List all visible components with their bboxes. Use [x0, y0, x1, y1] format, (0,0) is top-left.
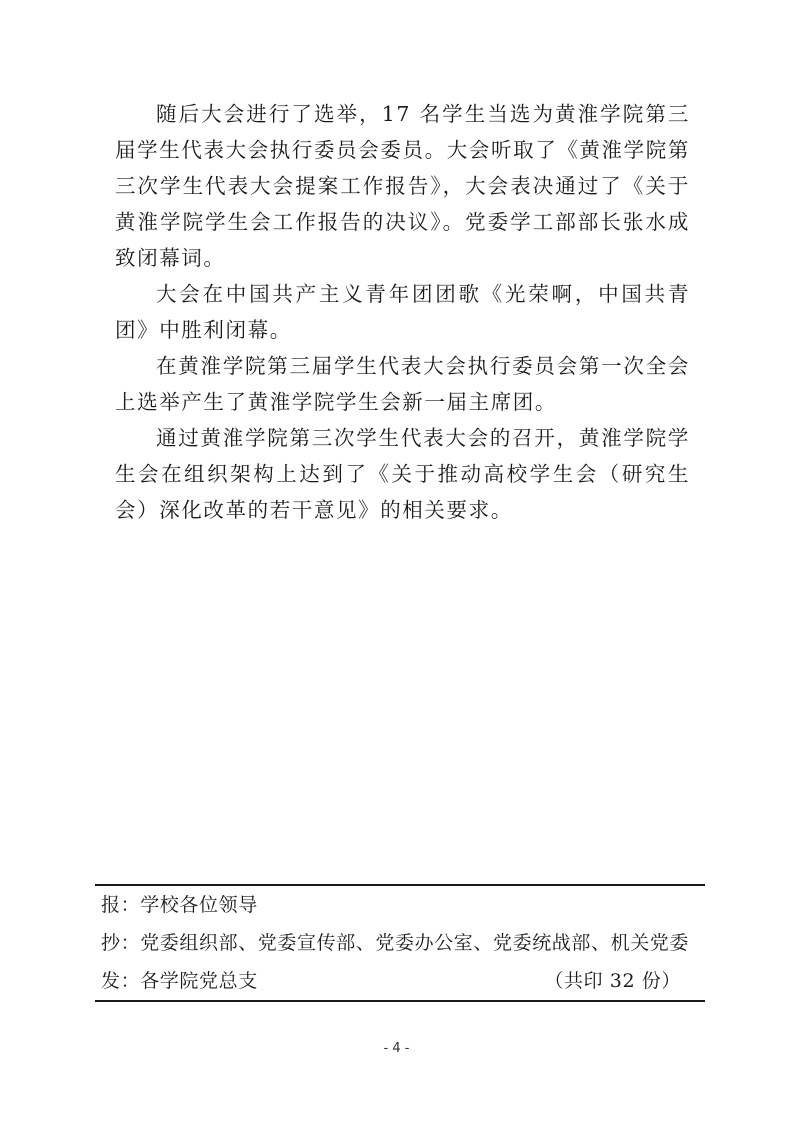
- print-count: （共印 32 份）: [544, 970, 681, 992]
- paragraph-election: 随后大会进行了选举，17 名学生当选为黄淮学院第三届学生代表大会执行委员会委员。大会听取了《黄淮学院第三次学生代表大会提案工作报告》，大会表决通过了《关于黄淮学院学生会工作报告的决议》。党委学工部部长张水成致闭幕词。: [115, 102, 690, 270]
- copy-row: [95, 924, 705, 962]
- footer-bottom-rule: [95, 1000, 705, 1002]
- send-row: [95, 962, 705, 1000]
- paragraph-conclusion: 通过黄淮学院第三次学生代表大会的召开，黄淮学院学生会在组织架构上达到了《关于推动高校学生会（研究生会）深化改革的若干意见》的相关要求。: [115, 426, 690, 522]
- send-label: 发：: [101, 970, 141, 992]
- report-recipients: 学校各位领导: [140, 894, 258, 916]
- copy-recipients: 党委组织部、党委宣传部、党委办公室、党委统战部、机关党委: [140, 932, 690, 954]
- report-row: [95, 886, 705, 924]
- paragraph-closing-song: 大会在中国共产主义青年团团歌《光荣啊，中国共青团》中胜利闭幕。: [115, 282, 690, 342]
- send-recipients: 各学院党总支: [140, 970, 258, 992]
- page-number: - 4 -: [383, 1041, 410, 1056]
- report-label: 报：: [101, 894, 141, 916]
- copy-label: 抄：: [101, 932, 141, 954]
- document-body: [115, 96, 690, 528]
- paragraph-presidium: 在黄淮学院第三届学生代表大会执行委员会第一次全会上选举产生了黄淮学院学生会新一届主席团。: [115, 354, 690, 414]
- distribution-footer: [95, 884, 705, 1002]
